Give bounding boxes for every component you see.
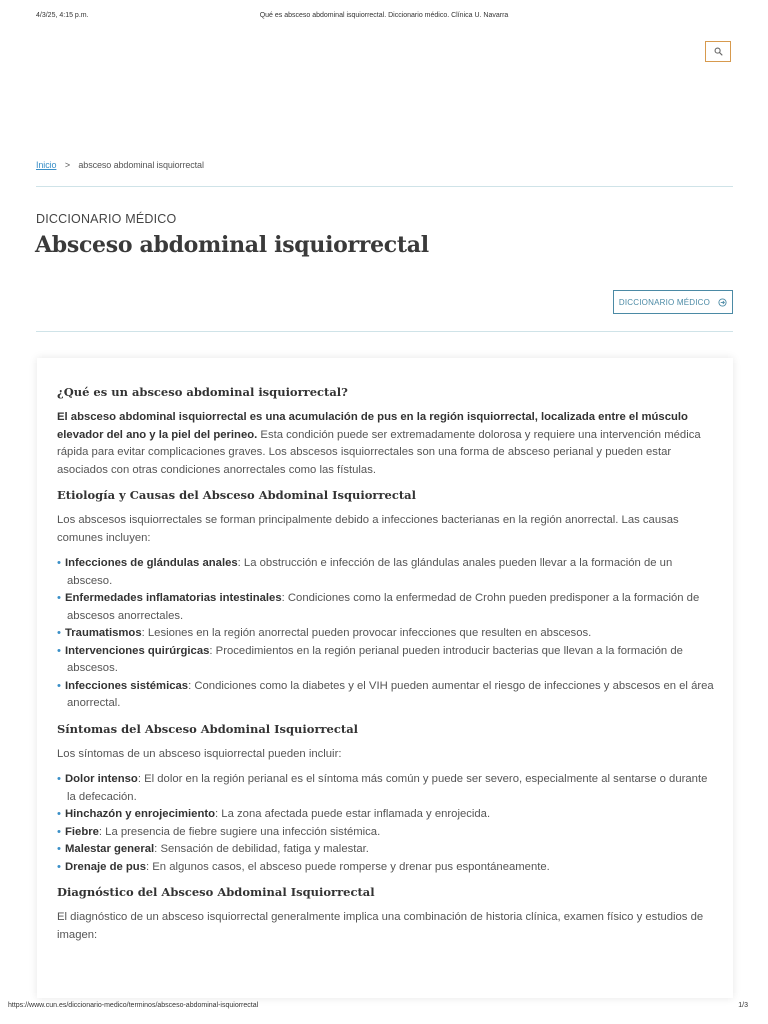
- diagnosis-intro: El diagnóstico de un absceso isquiorrectal generalmente implica una combinación de historia clínica, examen físico y estudios de imagen:: [57, 911, 704, 941]
- list-item: [57, 678, 717, 713]
- list-item-term: Dolor intenso: [65, 773, 138, 785]
- list-item: [57, 590, 717, 625]
- list-item-term: Traumatismos: [65, 627, 142, 639]
- list-item-text: : Condiciones como la diabetes y el VIH pueden aumentar el riesgo de infecciones y abscesos en el área anorrectal.: [67, 679, 714, 709]
- list-item-term: Infecciones sistémicas: [65, 679, 189, 692]
- list-item: [57, 824, 717, 842]
- print-url: https://www.cun.es/diccionario-medico/terminos/absceso-abdominal-isquiorrectal: [8, 1002, 259, 1009]
- causes-intro: Los abscesos isquiorrectales se forman principalmente debido a infecciones bacterianas en la región anorrectal. Las causas comunes incluyen:: [57, 514, 679, 544]
- symptoms-intro: Los síntomas de un absceso isquiorrectal pueden incluir:: [57, 747, 342, 760]
- circle-arrow-icon: [718, 298, 727, 307]
- list-item-text: : La obstrucción e infección de las glándulas anales pueden llevar a la formación de un absceso.: [67, 557, 673, 587]
- print-doc-title: Qué es absceso abdominal isquiorrectal. Diccionario médico. Clínica U. Navarra: [259, 12, 509, 19]
- list-item-term: Fiebre: [65, 825, 99, 838]
- print-footer: [8, 1002, 748, 1014]
- list-item-term: Infecciones de glándulas anales: [65, 557, 238, 569]
- list-item-text: : En algunos casos, el absceso puede romperse y drenar pus espontáneamente.: [146, 860, 550, 873]
- list-item: [57, 643, 717, 678]
- list-item-term: Intervenciones quirúrgicas: [65, 644, 210, 657]
- search-icon: [714, 47, 723, 56]
- list-item-text: : Lesiones en la región anorrectal pueden provocar infecciones que resulten en abscesos.: [141, 627, 592, 639]
- section-heading-symptoms: Síntomas del Absceso Abdominal Isquiorrectal: [57, 721, 359, 736]
- causes-list: [57, 555, 717, 713]
- article-card: [37, 358, 733, 998]
- list-item-term: Enfermedades inflamatorias intestinales: [65, 592, 282, 604]
- list-item: [57, 771, 717, 806]
- section-kicker: DICCIONARIO MÉDICO: [36, 212, 177, 226]
- section-heading-causes: Etiología y Causas del Absceso Abdominal Isquiorrectal: [57, 488, 416, 502]
- page-title: Absceso abdominal isquiorrectal: [35, 232, 429, 258]
- definition-paragraph: [57, 409, 717, 479]
- list-item: [57, 555, 717, 590]
- breadcrumb-current: absceso abdominal isquiorrectal: [78, 160, 204, 170]
- list-item: [57, 859, 717, 877]
- section-heading-diagnosis: Diagnóstico del Absceso Abdominal Isquiorrectal: [57, 885, 375, 899]
- list-item: [57, 625, 717, 643]
- list-item-text: : La zona afectada puede estar inflamada y enrojecida.: [215, 808, 491, 820]
- list-item-text: : El dolor en la región perianal es el síntoma más común y puede ser severo, especialmente al sentarse o durante la defecación.: [67, 773, 708, 803]
- divider: [36, 186, 733, 187]
- list-item-text: : Sensación de debilidad, fatiga y malestar.: [154, 843, 369, 855]
- definition-text: Esta condición puede ser extremadamente dolorosa y requiere una intervención médica rápida para evitar complicaciones graves. Los abscesos isquiorrectales son una forma de absceso perianal y pueden estar asociados con otras condiciones anorrectales como las fístulas.: [57, 428, 701, 476]
- list-item: [57, 806, 717, 824]
- list-item-term: Hinchazón y enrojecimiento: [65, 808, 216, 820]
- print-header: [36, 12, 732, 24]
- article-body: [57, 384, 717, 952]
- list-item-text: : Procedimientos en la región perianal pueden introducir bacterias que llevan a la formación de abscesos.: [67, 644, 683, 674]
- symptoms-list: [57, 771, 717, 876]
- print-datetime: 4/3/25, 4:15 p.m.: [36, 12, 89, 19]
- dictionary-button[interactable]: [613, 290, 733, 314]
- breadcrumb: [36, 160, 204, 170]
- list-item: [57, 841, 717, 859]
- breadcrumb-home-link[interactable]: Inicio: [36, 160, 57, 170]
- dictionary-button-label: DICCIONARIO MÉDICO: [618, 297, 711, 307]
- search-button[interactable]: [705, 41, 731, 62]
- section-heading-definition: ¿Qué es un absceso abdominal isquiorrectal?: [57, 385, 348, 399]
- list-item-text: : Condiciones como la enfermedad de Crohn pueden predisponer a la formación de abscesos anorrectales.: [67, 592, 700, 622]
- list-item-term: Malestar general: [65, 843, 155, 855]
- definition-bold-text: El absceso abdominal isquiorrectal es una acumulación de pus en la región isquiorrectal, localizada entre el músculo elevador del ano y la piel del perineo.: [57, 411, 688, 441]
- list-item-term: Drenaje de pus: [65, 860, 146, 873]
- breadcrumb-separator: >: [64, 160, 70, 170]
- divider: [36, 331, 733, 332]
- list-item-text: : La presencia de fiebre sugiere una infección sistémica.: [98, 825, 381, 838]
- print-page-number: 1/3: [738, 1002, 748, 1009]
